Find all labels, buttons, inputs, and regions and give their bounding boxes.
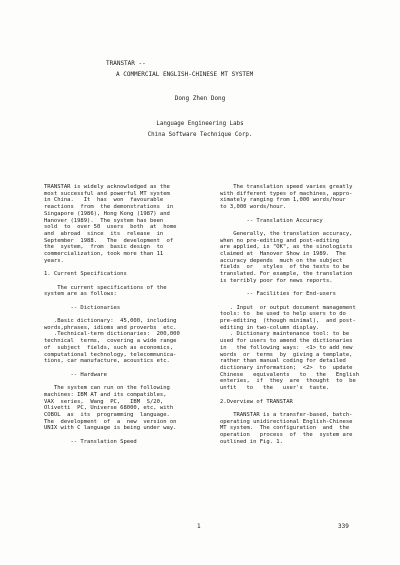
text-line: -- Facilities for End-users xyxy=(220,291,336,298)
text-line: COBOL as its programming language. xyxy=(44,411,170,418)
text-line: fields or styles of the texts to be xyxy=(220,264,350,271)
text-line xyxy=(44,298,198,305)
text-line: pre-editing (though minimal), and post- xyxy=(220,318,356,325)
text-line: are applied, is "OK", as the sinologists xyxy=(220,244,353,251)
text-line: Hanover (1989). The system has been xyxy=(44,217,164,224)
text-line: in China. It has won favourable xyxy=(44,197,164,204)
text-line: unfit to the user's taste. xyxy=(220,385,330,392)
text-line: Singapore (1986), Hong Kong (1987) and xyxy=(44,210,170,217)
text-line: rather than manual coding for detailed xyxy=(220,358,346,365)
page-number: 339 xyxy=(338,523,349,530)
text-line: technical terms, covering a wide range xyxy=(44,338,177,345)
text-line xyxy=(44,378,198,385)
text-line: years. xyxy=(44,257,64,264)
text-line: used for users to amend the dictionaries xyxy=(220,338,353,345)
text-line: words,phrases, idioms and proverbs etc. xyxy=(44,324,177,331)
text-line: computational technology, telecommunica- xyxy=(44,351,177,358)
text-line: September 1988. The development of xyxy=(44,237,174,244)
text-line: 1. Current Specifications xyxy=(44,271,127,278)
text-line: of subject fields, such as economics, xyxy=(44,344,174,351)
text-line xyxy=(44,311,198,318)
text-line: -- Hardware xyxy=(44,371,107,378)
text-line xyxy=(220,405,374,412)
text-line: -- Dictionaries xyxy=(44,304,121,311)
text-line: enteries, if they are thought to be xyxy=(220,378,356,385)
author-name: Dong Zhen Dong xyxy=(174,95,226,102)
paper-title-line2: A COMMERCIAL ENGLISH-CHINESE MT SYSTEM xyxy=(116,71,254,78)
text-line: in the following ways: <1> to add new xyxy=(220,344,353,351)
text-line: -- Translation Accuracy xyxy=(220,217,323,224)
text-line xyxy=(220,211,374,218)
text-line: MT system. The configuration and the xyxy=(220,425,350,432)
text-line: 2.Overview of TRANSTAR xyxy=(220,398,293,405)
left-column xyxy=(44,184,198,445)
text-line: reactions from the demonstrations in xyxy=(44,204,174,211)
page-center-marker: 1 xyxy=(197,523,201,530)
text-line: operation process of the system are xyxy=(220,432,353,439)
text-line xyxy=(44,264,198,271)
text-line: outlined in Fig. 1. xyxy=(220,438,283,445)
text-line: system are as follows: xyxy=(44,291,117,298)
text-line: ximately ranging from 1,000 words/hour xyxy=(220,197,346,204)
text-line xyxy=(44,365,198,372)
text-line: TRANSTAR is widely acknowledged as the xyxy=(44,184,170,190)
text-line: with different types of machines, appro- xyxy=(220,190,353,197)
text-line: The current specifications of the xyxy=(44,284,167,291)
text-line: . Input or output document management xyxy=(220,304,356,311)
text-line: .Basic dictionary: 45,000, including xyxy=(44,318,177,325)
text-line: TRANSTAR is a transfer-based, batch- xyxy=(220,411,353,418)
text-line: Olivetti PC, Universe 68000, etc, with xyxy=(44,405,174,412)
text-line xyxy=(44,432,198,439)
text-line: VAX series, Wang PC, IBM S/20, xyxy=(44,398,164,405)
text-line: claimed at Hanover Show in 1989. The xyxy=(220,251,346,258)
text-line: tools: to be used to help users to do xyxy=(220,311,346,318)
text-line xyxy=(44,278,198,285)
text-line xyxy=(220,285,374,292)
text-line: sold to over 50 users both at home xyxy=(44,224,177,231)
text-line: The development of a new version on xyxy=(44,418,177,425)
text-line: editing in two-column display. xyxy=(220,324,320,331)
text-line: to 3,000 words/hour. xyxy=(220,204,287,211)
text-line: Chinese equivalents to the English xyxy=(220,371,360,378)
text-line: is terribly poor for news reports. xyxy=(220,277,333,284)
text-line: most successful and powerful MT system xyxy=(44,190,170,197)
text-line: Generally, the translation accuracy, xyxy=(220,230,353,237)
text-line: .Technical-term dictionaries: 200,000 xyxy=(44,331,180,338)
text-line: translated. For example, the translation xyxy=(220,271,353,278)
text-line: words or terms by giving a template, xyxy=(220,351,353,358)
text-line: dictionary information; <2> to update xyxy=(220,364,353,371)
text-line: and abroad since its release in xyxy=(44,230,164,237)
text-line: commercialization, took more than 11 xyxy=(44,251,164,258)
text-line: UNIX with C language is being under way. xyxy=(44,425,177,432)
text-line xyxy=(220,392,374,399)
text-line: The system can run on the following xyxy=(44,385,170,392)
text-line: when no pre-editing and post-editing xyxy=(220,237,340,244)
paper-title-line1: TRANSTAR -- xyxy=(106,60,146,67)
text-line: operating unidirectional English-Chinese xyxy=(220,418,353,425)
text-line: machines: IBM AT and its compatibles, xyxy=(44,391,167,398)
text-line: The translation speed varies greatly xyxy=(220,184,353,190)
text-line: tions, car manufacture, acoustics etc. xyxy=(44,358,170,365)
text-line: -- Translation Speed xyxy=(44,438,137,445)
text-line: . Dictionary maintenance tool: to be xyxy=(220,331,350,338)
text-line xyxy=(220,224,374,231)
text-line: the system, from basic design to xyxy=(44,244,164,251)
affiliation-line2: China Software Technique Corp. xyxy=(147,132,253,138)
affiliation-line1: Language Engineering Labs xyxy=(156,121,244,127)
text-line xyxy=(220,298,374,305)
right-column xyxy=(220,184,374,445)
text-line: accuracy depends much on the subject xyxy=(220,257,343,264)
